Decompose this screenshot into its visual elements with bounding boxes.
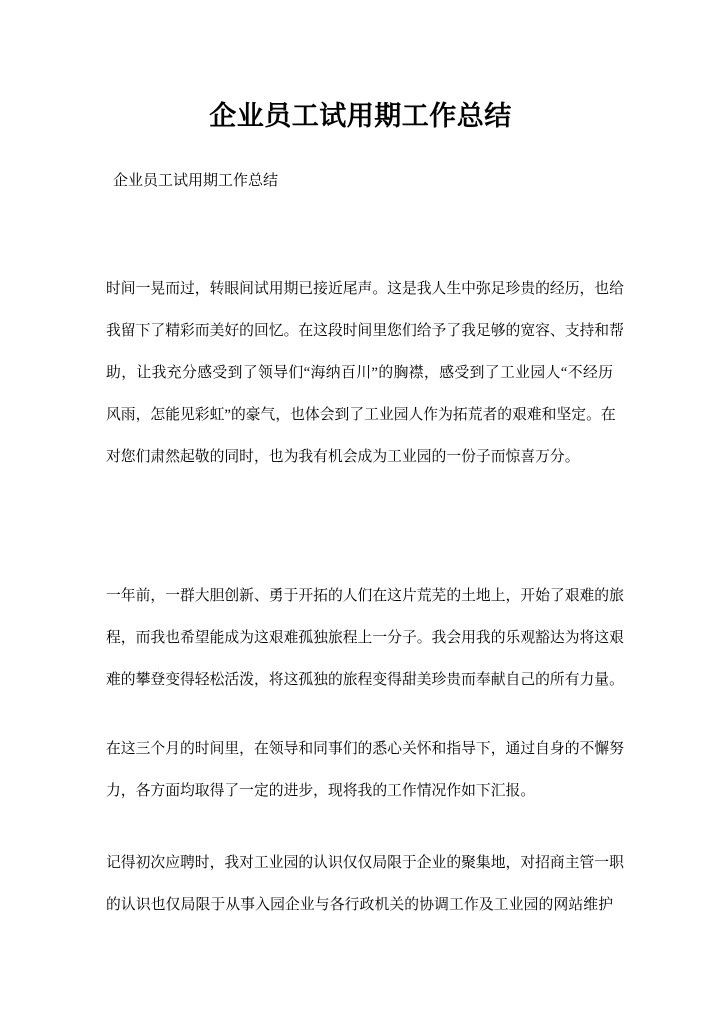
text-line: 记得初次应聘时，我对工业园的认识仅仅局限于企业的聚集地，对招商主管一职 — [106, 855, 624, 871]
text-line: 我留下了精彩而美好的回忆。在这段时间里您们给予了我足够的宽容、支持和帮 — [106, 323, 624, 339]
text-line: 力，各方面均取得了一定的进步，现将我的工作情况作如下汇报。 — [106, 783, 536, 799]
paragraph-1 — [106, 268, 624, 478]
text-line: 风雨，怎能见彩虹”的豪气，也体会到了工业园人作为拓荒者的艰难和坚定。在 — [106, 407, 616, 423]
text-line: 一年前，一群大胆创新、勇于开拓的人们在这片荒芜的土地上，开始了艰难的旅 — [106, 588, 624, 604]
text-line: 程，而我也希望能成为这艰难孤独旅程上一分子。我会用我的乐观豁达为将这艰 — [106, 630, 624, 646]
text-line: 时间一晃而过，转眼间试用期已接近尾声。这是我人生中弥足珍贵的经历，也给 — [106, 281, 624, 297]
paragraph-4 — [106, 842, 624, 926]
text-line: 的认识也仅局限于从事入园企业与各行政机关的协调工作及工业园的网站维护 — [106, 897, 613, 913]
text-line: 助，让我充分感受到了领导们“海纳百川”的胸襟，感受到了工业园人“不经历 — [106, 365, 613, 381]
text-line: 对您们肃然起敬的同时，也为我有机会成为工业园的一份子而惊喜万分。 — [106, 449, 580, 465]
paragraph-3 — [106, 728, 624, 812]
text-line: 在这三个月的时间里，在领导和同事们的悉心关怀和指导下，通过自身的不懈努 — [106, 741, 624, 757]
document-subtitle: 企业员工试用期工作总结 — [113, 173, 279, 189]
paragraph-2 — [106, 575, 624, 701]
document-title: 企业员工试用期工作总结 — [209, 101, 512, 132]
text-line: 难的攀登变得轻松活泼，将这孤独的旅程变得甜美珍贵而奉献自己的所有力量。 — [106, 672, 624, 688]
